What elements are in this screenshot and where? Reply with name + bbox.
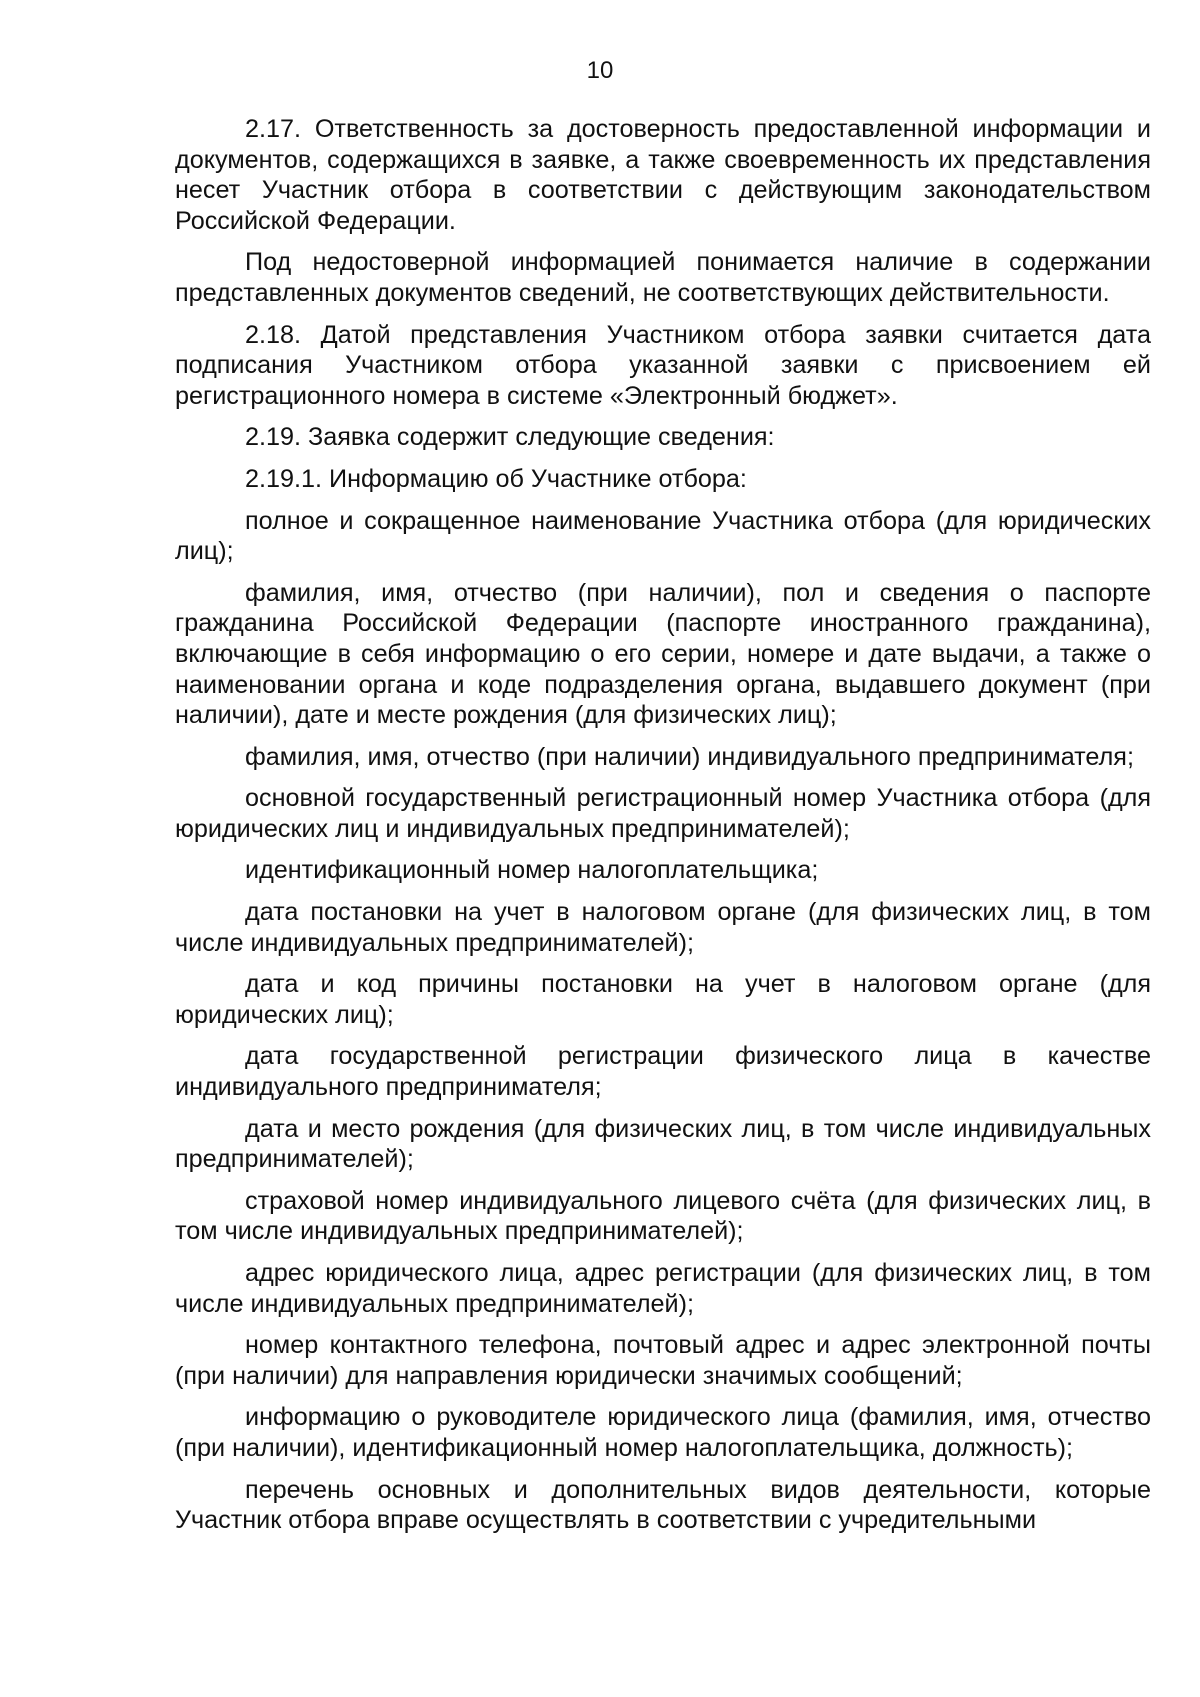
paragraph-2-17: 2.17. Ответственность за достоверность предоставленной информации и документов, содержащихся в заявке, а также своевременность их представления несет Участник отбора в соответствии с действующим законодательством Российской Федерации. — [175, 115, 1151, 235]
list-item: фамилия, имя, отчество (при наличии) индивидуального предпринимателя; — [245, 742, 1134, 771]
list-item: полное и сокращенное наименование Участника отбора (для юридических лиц); — [175, 506, 1151, 566]
paragraph-2-18: 2.18. Датой представления Участником отбора заявки считается дата подписания Участником отбора указанной заявки с присвоением ей регистрационного номера в системе «Электронный бюджет». — [175, 320, 1151, 410]
list-item: страховой номер индивидуального лицевого счёта (для физических лиц, в том числе индивидуальных предпринимателей); — [175, 1186, 1151, 1246]
list-item: основной государственный регистрационный номер Участника отбора (для юридических лиц и индивидуальных предпринимателей); — [175, 784, 1151, 843]
list-item: номер контактного телефона, почтовый адрес и адрес электронной почты (при наличии) для направления юридически значимых сообщений; — [175, 1331, 1151, 1390]
list-item: дата постановки на учет в налоговом органе (для физических лиц, в том числе индивидуальных предпринимателей); — [175, 898, 1151, 957]
paragraph-definition: Под недостоверной информацией понимается наличие в содержании представленных документов сведений, не соответствующих действительности. — [175, 248, 1151, 307]
list-item: перечень основных и дополнительных видов деятельности, которые Участник отбора вправе осуществлять в соответствии с учредительными — [175, 1475, 1151, 1535]
paragraph-2-19-1: 2.19.1. Информацию об Участнике отбора: — [245, 464, 747, 493]
list-item: идентификационный номер налогоплательщика; — [245, 856, 819, 885]
list-item: фамилия, имя, отчество (при наличии), пол и сведения о паспорте гражданина Российской Федерации (паспорте иностранного гражданина), включающие в себя информацию о его серии, номере и дате выдачи, а также о наименовании органа и коде подразделения органа, выдавшего документ (при наличии), дате и месте рождения (для физических лиц); — [175, 578, 1151, 730]
paragraph-2-19: 2.19. Заявка содержит следующие сведения: — [245, 423, 775, 452]
list-item: дата государственной регистрации физического лица в качестве индивидуального предпринимателя; — [175, 1042, 1151, 1102]
list-item: адрес юридического лица, адрес регистрации (для физических лиц, в том числе индивидуальных предпринимателей); — [175, 1259, 1151, 1318]
list-item: дата и код причины постановки на учет в налоговом органе (для юридических лиц); — [175, 970, 1151, 1029]
list-item: дата и место рождения (для физических лиц, в том числе индивидуальных предпринимателей); — [175, 1114, 1151, 1174]
page-number: 10 — [586, 57, 614, 84]
document-body — [175, 114, 1151, 1547]
list-item: информацию о руководителе юридического лица (фамилия, имя, отчество (при наличии), идентификационный номер налогоплательщика, должность); — [175, 1403, 1151, 1462]
